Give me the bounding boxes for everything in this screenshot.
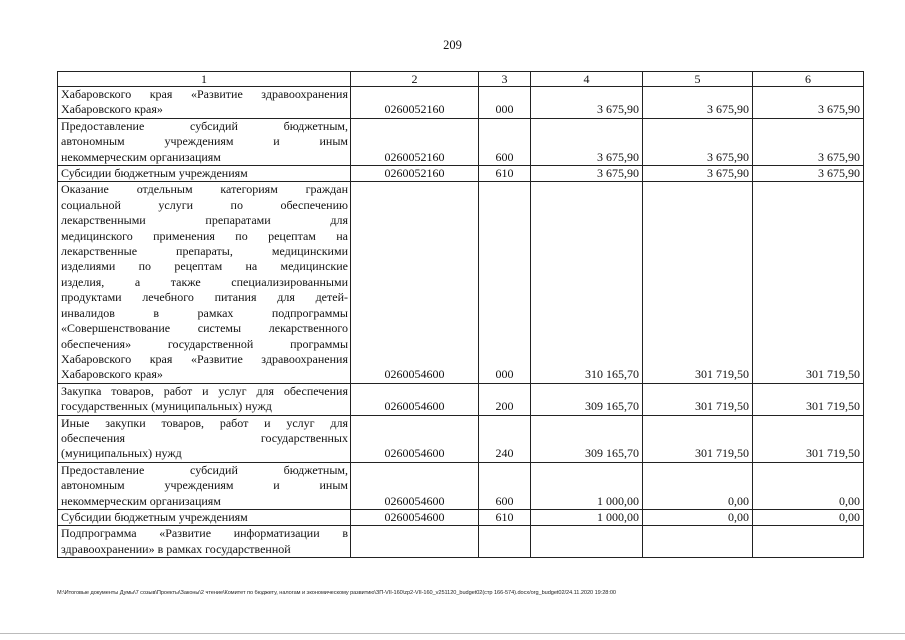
row-amount-2021: 3 675,90: [643, 166, 753, 182]
row-amount-2022: 0,00: [753, 462, 864, 509]
table-row: [58, 415, 864, 462]
row-amount-2020: 1 000,00: [531, 462, 643, 509]
header-cell: 3: [479, 72, 531, 87]
description-line: медицинского применения по рецептам на: [61, 228, 348, 243]
description-line: Закупка товаров, работ и услуг для обеспечения: [61, 383, 348, 398]
header-cell: 6: [753, 72, 864, 87]
row-amount-2020: 3 675,90: [531, 166, 643, 182]
row-target-code: [351, 526, 479, 558]
row-target-code: 0260052160: [351, 166, 479, 182]
bottom-divider: [0, 633, 905, 634]
description-line: социальной услуги по обеспечению: [61, 197, 348, 212]
description-line: Предоставление субсидий бюджетным,: [61, 462, 348, 477]
page-number: 209: [443, 38, 462, 52]
row-expense-type: 000: [479, 182, 531, 383]
row-description: [58, 509, 351, 525]
description-line: здравоохранении» в рамках государственной: [61, 541, 291, 556]
description-line: (муниципальных) нужд: [61, 446, 182, 461]
description-line: Подпрограмма «Развитие информатизации в: [61, 526, 348, 541]
table-row: [58, 526, 864, 558]
row-description: [58, 526, 351, 558]
table-row: [58, 166, 864, 182]
description-line: изделиями по рецептам на медицинские: [61, 259, 348, 274]
row-amount-2022: 301 719,50: [753, 383, 864, 415]
description-line: лекарственные препараты, медицинскими: [61, 244, 348, 259]
row-description: [58, 462, 351, 509]
row-amount-2022: 3 675,90: [753, 87, 864, 119]
table-row: [58, 383, 864, 415]
row-amount-2021: 301 719,50: [643, 383, 753, 415]
row-expense-type: 200: [479, 383, 531, 415]
row-amount-2021: 3 675,90: [643, 87, 753, 119]
row-amount-2021: 301 719,50: [643, 182, 753, 383]
description-line: государственных (муниципальных) нужд: [61, 399, 272, 414]
row-amount-2020: 309 165,70: [531, 383, 643, 415]
row-amount-2020: [531, 526, 643, 558]
description-line: Хабаровского края»: [61, 367, 163, 382]
row-amount-2020: 310 165,70: [531, 182, 643, 383]
document-path-footer: M:\Итоговые документы Думы\7 созыв\Проекты\Законы\2 чтение\Комитет по бюджету, налогам и экономическому развитию\ЗП-VII-160\zp2-VII-160_v251120_budget02(стр 166-574).docx/org_budget02/24.11.2020 19:28:00: [57, 590, 616, 596]
table-row: [58, 87, 864, 119]
description-line: некоммерческим организациям: [61, 493, 221, 508]
table-row: [58, 509, 864, 525]
row-target-code: 0260054600: [351, 509, 479, 525]
description-line: изделия, а также специализированными: [61, 274, 348, 289]
row-target-code: 0260054600: [351, 462, 479, 509]
row-description: [58, 166, 351, 182]
row-expense-type: 610: [479, 509, 531, 525]
table-row: [58, 462, 864, 509]
description-line: Субсидии бюджетным учреждениям: [61, 509, 248, 524]
description-line: Хабаровского края»: [61, 102, 163, 117]
row-description: [58, 415, 351, 462]
description-line: обеспечения» государственной программы: [61, 336, 348, 351]
description-line: Хабаровского края «Развитие здравоохранения: [61, 87, 348, 101]
header-cell: 5: [643, 72, 753, 87]
table-header-row: [58, 72, 864, 87]
row-amount-2021: 3 675,90: [643, 118, 753, 165]
header-cell: 4: [531, 72, 643, 87]
row-amount-2021: 0,00: [643, 462, 753, 509]
description-line: Оказание отдельным категориям граждан: [61, 182, 348, 197]
row-amount-2020: 3 675,90: [531, 118, 643, 165]
row-expense-type: 610: [479, 166, 531, 182]
row-target-code: 0260054600: [351, 415, 479, 462]
row-amount-2020: 309 165,70: [531, 415, 643, 462]
row-amount-2022: [753, 526, 864, 558]
description-line: некоммерческим организациям: [61, 149, 221, 164]
row-amount-2021: 0,00: [643, 509, 753, 525]
row-target-code: 0260054600: [351, 182, 479, 383]
description-line: Иные закупки товаров, работ и услуг для: [61, 415, 348, 430]
row-amount-2021: [643, 526, 753, 558]
description-line: автономным учреждениям и иным: [61, 134, 348, 149]
description-line: автономным учреждениям и иным: [61, 478, 348, 493]
row-expense-type: 600: [479, 118, 531, 165]
description-line: Предоставление субсидий бюджетным,: [61, 118, 348, 133]
row-amount-2020: 1 000,00: [531, 509, 643, 525]
header-cell: 1: [58, 72, 351, 87]
row-description: [58, 118, 351, 165]
row-amount-2022: 301 719,50: [753, 415, 864, 462]
row-expense-type: [479, 526, 531, 558]
row-amount-2022: 3 675,90: [753, 118, 864, 165]
row-amount-2022: 0,00: [753, 509, 864, 525]
row-expense-type: 000: [479, 87, 531, 119]
description-line: обеспечения государственных: [61, 430, 348, 445]
row-amount-2021: 301 719,50: [643, 415, 753, 462]
row-amount-2020: 3 675,90: [531, 87, 643, 119]
description-line: «Совершенствование системы лекарственного: [61, 321, 348, 336]
header-cell: 2: [351, 72, 479, 87]
description-line: Субсидии бюджетным учреждениям: [61, 166, 248, 181]
row-amount-2022: 3 675,90: [753, 166, 864, 182]
row-expense-type: 600: [479, 462, 531, 509]
row-description: [58, 383, 351, 415]
description-line: лекарственными препаратами для: [61, 213, 348, 228]
description-line: продуктами лечебного питания для детей-: [61, 290, 348, 305]
table-row: [58, 118, 864, 165]
table-row: [58, 182, 864, 383]
description-line: Хабаровского края «Развитие здравоохранения: [61, 351, 348, 366]
row-description: [58, 87, 351, 119]
budget-table: [57, 71, 864, 558]
description-line: инвалидов в рамках подпрограммы: [61, 305, 348, 320]
row-target-code: 0260054600: [351, 383, 479, 415]
row-target-code: 0260052160: [351, 118, 479, 165]
row-description: [58, 182, 351, 383]
row-target-code: 0260052160: [351, 87, 479, 119]
table-body: [58, 72, 864, 558]
row-expense-type: 240: [479, 415, 531, 462]
row-amount-2022: 301 719,50: [753, 182, 864, 383]
